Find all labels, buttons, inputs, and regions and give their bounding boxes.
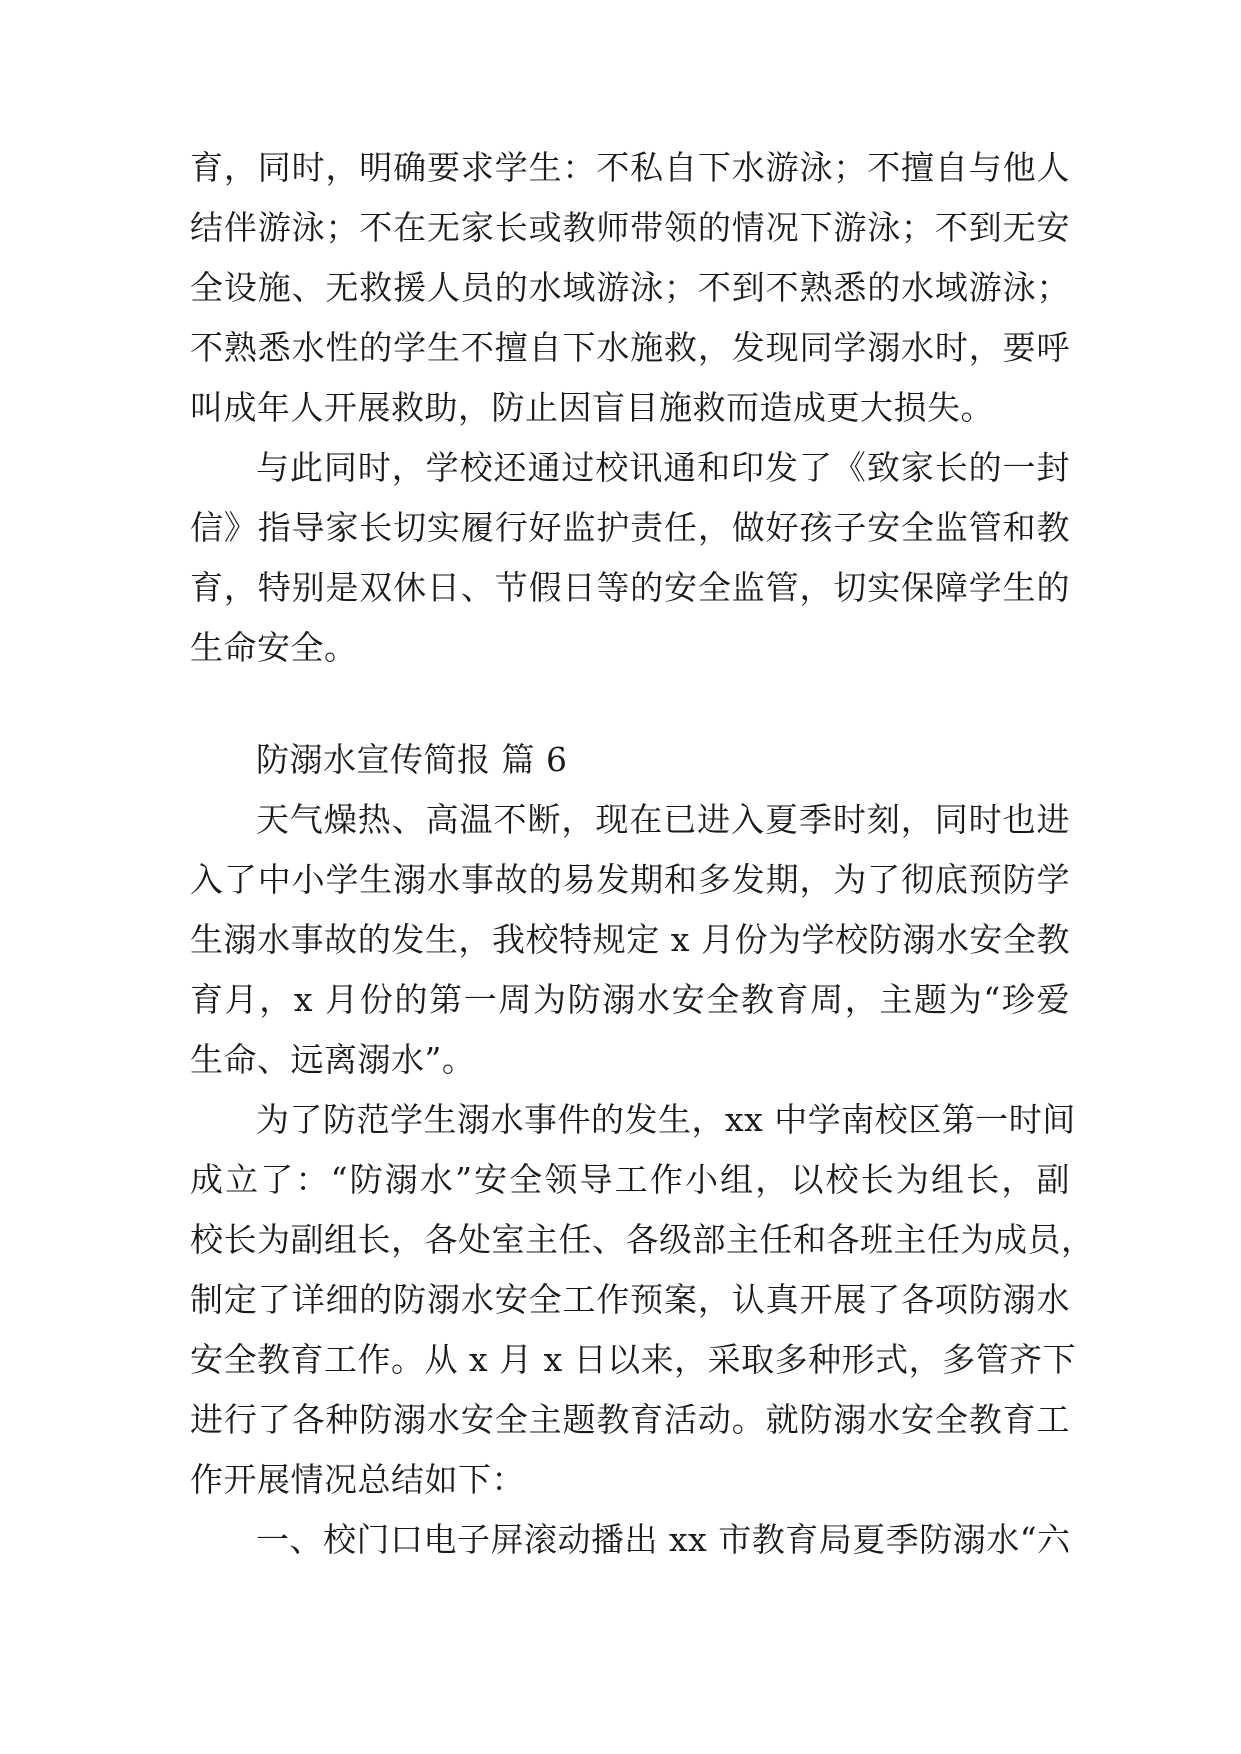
paragraph-line: 成立了：“防溺水”安全领导工作小组，以校长为组长，副: [190, 1160, 1070, 1199]
paragraph-line: 为了防范学生溺水事件的发生，xx 中学南校区第一时间: [256, 1100, 1076, 1139]
paragraph-line: 校长为副组长，各处室主任、各级部主任和各班主任为成员，: [190, 1220, 1095, 1259]
paragraph-line: 不熟悉水性的学生不擅自下水施救，发现同学溺水时，要呼: [190, 328, 1070, 367]
paragraph-line: 生溺水事故的发生，我校特规定 x 月份为学校防溺水安全教: [190, 920, 1070, 959]
paragraph-line: 制定了详细的防溺水安全工作预案，认真开展了各项防溺水: [190, 1280, 1070, 1319]
paragraph-line: 育，特别是双休日、节假日等的安全监管，切实保障学生的: [190, 568, 1070, 607]
paragraph-line: 叫成年人开展救助，防止因盲目施救而造成更大损失。: [190, 388, 994, 427]
paragraph-line: 与此同时，学校还通过校讯通和印发了《致家长的一封: [256, 448, 1070, 487]
paragraph-line: 全设施、无救援人员的水域游泳；不到不熟悉的水域游泳；: [190, 268, 1070, 307]
paragraph-line: 生命、远离溺水”。: [190, 1040, 476, 1079]
paragraph-line: 一、校门口电子屏滚动播出 xx 市教育局夏季防溺水“六: [256, 1520, 1071, 1559]
paragraph-line: 进行了各种防溺水安全主题教育活动。就防溺水安全教育工: [190, 1400, 1070, 1439]
paragraph-line: 天气燥热、高温不断，现在已进入夏季时刻，同时也进: [256, 800, 1070, 839]
paragraph-line: 信》指导家长切实履行好监护责任，做好孩子安全监管和教: [190, 508, 1070, 547]
paragraph-line: 育月，x 月份的第一周为防溺水安全教育周，主题为“珍爱: [190, 980, 1070, 1019]
section-heading: 防溺水宣传简报 篇 6: [256, 740, 568, 779]
paragraph-line: 入了中小学生溺水事故的易发期和多发期，为了彻底预防学: [190, 860, 1070, 899]
paragraph-line: 育，同时，明确要求学生：不私自下水游泳；不擅自与他人: [190, 148, 1070, 187]
paragraph-line: 作开展情况总结如下：: [190, 1460, 525, 1499]
paragraph-line: 结伴游泳；不在无家长或教师带领的情况下游泳；不到无安: [190, 208, 1070, 247]
paragraph-line: 生命安全。: [190, 628, 358, 667]
paragraph-line: 安全教育工作。从 x 月 x 日以来，采取多种形式，多管齐下: [190, 1340, 1077, 1379]
